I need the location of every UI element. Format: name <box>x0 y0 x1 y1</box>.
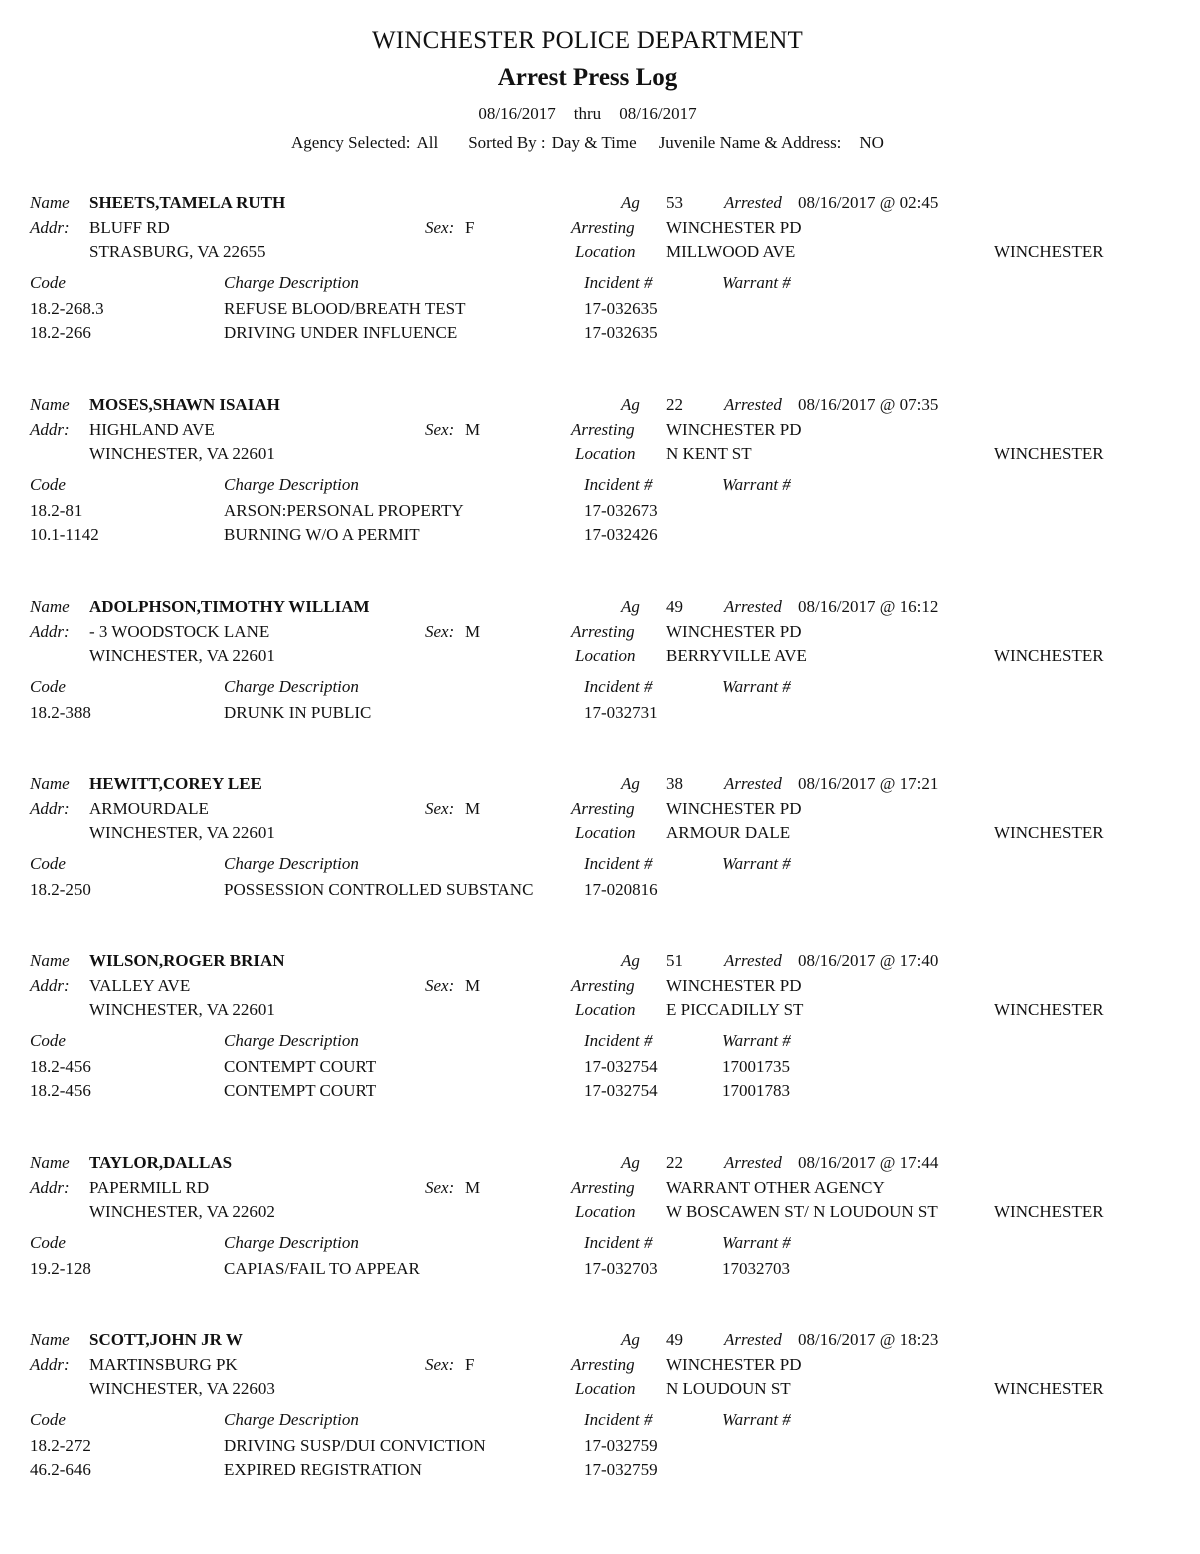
addr-label: Addr: <box>30 218 70 237</box>
sex-value: M <box>465 622 481 641</box>
location-value: BERRYVILLE AVE <box>666 646 807 665</box>
person-name: ADOLPHSON,TIMOTHY WILLIAM <box>89 597 370 616</box>
arrested-datetime: 08/16/2017 @ 17:21 <box>798 774 939 793</box>
person-name: MOSES,SHAWN ISAIAH <box>89 395 280 414</box>
sex-value: M <box>465 976 481 995</box>
charge-description: CONTEMPT COURT <box>224 1057 377 1076</box>
incident-number: 17-032635 <box>584 322 658 342</box>
age-value: 51 <box>666 951 683 970</box>
arresting-agency: WINCHESTER PD <box>666 218 802 237</box>
code-header: Code <box>30 1410 66 1429</box>
location-value: W BOSCAWEN ST/ N LOUDOUN ST <box>666 1202 938 1221</box>
location-value: E PICCADILLY ST <box>666 1000 804 1019</box>
address-line-1: ARMOURDALE <box>89 799 209 818</box>
warrant-number: 17032703 <box>722 1259 790 1278</box>
charge-code: 18.2-272 <box>30 1436 91 1455</box>
age-label: Ag <box>621 1330 640 1349</box>
charge-description-header: Charge Description <box>224 273 359 292</box>
location-value: N KENT ST <box>666 444 752 463</box>
agency-value: All <box>416 133 439 152</box>
sorted-value: Day & Time <box>551 133 637 152</box>
arrested-datetime: 08/16/2017 @ 07:35 <box>798 395 939 414</box>
sex-label: Sex: <box>425 799 455 818</box>
charge-description-header: Charge Description <box>224 475 359 494</box>
name-label: Name <box>30 774 70 793</box>
charge-description: BURNING W/O A PERMIT <box>224 524 420 544</box>
address-line-2: WINCHESTER, VA 22601 <box>89 1000 275 1019</box>
city-value: WINCHESTER <box>994 242 1104 261</box>
arrested-datetime: 08/16/2017 @ 18:23 <box>798 1330 939 1349</box>
incident-header: Incident # <box>584 677 653 696</box>
charge-description-header: Charge Description <box>224 1410 359 1429</box>
department-title: WINCHESTER POLICE DEPARTMENT <box>372 27 803 54</box>
charge-description: ARSON:PERSONAL PROPERTY <box>224 501 464 520</box>
charge-description-header: Charge Description <box>224 1031 359 1050</box>
sex-value: F <box>465 218 475 237</box>
charge-code: 18.2-266 <box>30 322 91 342</box>
arresting-label: Arresting <box>571 1178 635 1197</box>
date-from: 08/16/2017 <box>478 104 556 123</box>
location-label: Location <box>575 444 636 463</box>
incident-number: 17-020816 <box>584 880 658 899</box>
sex-value: F <box>465 1355 475 1374</box>
age-value: 38 <box>666 774 683 793</box>
charge-code: 18.2-456 <box>30 1057 91 1076</box>
location-label: Location <box>575 646 636 665</box>
arrested-label: Arrested <box>724 1330 782 1349</box>
juvenile-label: Juvenile Name & Address: <box>658 133 842 152</box>
incident-header: Incident # <box>584 854 653 873</box>
charge-code: 18.2-250 <box>30 880 91 899</box>
charge-description-header: Charge Description <box>224 677 359 696</box>
charge-description: CAPIAS/FAIL TO APPEAR <box>224 1259 420 1278</box>
location-value: N LOUDOUN ST <box>666 1379 791 1398</box>
arresting-agency: WINCHESTER PD <box>666 622 802 641</box>
location-label: Location <box>575 1000 636 1019</box>
arresting-label: Arresting <box>571 622 635 641</box>
incident-number: 17-032759 <box>584 1436 658 1455</box>
warrant-header: Warrant # <box>722 475 791 494</box>
charge-code: 18.2-268.3 <box>30 299 104 318</box>
sex-label: Sex: <box>425 1178 455 1197</box>
location-value: ARMOUR DALE <box>666 823 791 842</box>
charge-description-header: Charge Description <box>224 854 359 873</box>
city-value: WINCHESTER <box>994 1202 1104 1221</box>
warrant-header: Warrant # <box>722 273 791 292</box>
age-label: Ag <box>621 951 640 970</box>
address-line-1: HIGHLAND AVE <box>89 420 215 439</box>
name-label: Name <box>30 597 70 616</box>
age-label: Ag <box>621 395 640 414</box>
charge-description: DRUNK IN PUBLIC <box>224 703 372 722</box>
incident-header: Incident # <box>584 1410 653 1429</box>
charge-description: POSSESSION CONTROLLED SUBSTANC <box>224 880 534 899</box>
age-label: Ag <box>621 1153 640 1172</box>
address-line-2: STRASBURG, VA 22655 <box>89 242 266 261</box>
person-name: HEWITT,COREY LEE <box>89 774 262 793</box>
sex-label: Sex: <box>425 218 455 237</box>
warrant-number: 17001783 <box>722 1080 790 1100</box>
age-value: 53 <box>666 193 683 212</box>
date-thru: thru <box>573 104 602 123</box>
addr-label: Addr: <box>30 976 70 995</box>
address-line-2: WINCHESTER, VA 22603 <box>89 1379 275 1398</box>
location-label: Location <box>575 1379 636 1398</box>
sex-label: Sex: <box>425 622 455 641</box>
charge-code: 46.2-646 <box>30 1459 91 1479</box>
location-value: MILLWOOD AVE <box>666 242 796 261</box>
arrested-datetime: 08/16/2017 @ 17:44 <box>798 1153 939 1172</box>
report-title: Arrest Press Log <box>497 64 678 91</box>
address-line-1: BLUFF RD <box>89 218 170 237</box>
date-to: 08/16/2017 <box>619 104 697 123</box>
warrant-header: Warrant # <box>722 677 791 696</box>
incident-header: Incident # <box>584 1031 653 1050</box>
arresting-agency: WINCHESTER PD <box>666 799 802 818</box>
arrested-datetime: 08/16/2017 @ 17:40 <box>798 951 939 970</box>
incident-header: Incident # <box>584 273 653 292</box>
sex-label: Sex: <box>425 976 455 995</box>
warrant-header: Warrant # <box>722 854 791 873</box>
person-name: SCOTT,JOHN JR W <box>89 1330 243 1349</box>
code-header: Code <box>30 854 66 873</box>
city-value: WINCHESTER <box>994 444 1104 463</box>
incident-number: 17-032754 <box>584 1080 658 1100</box>
age-label: Ag <box>621 774 640 793</box>
person-name: SHEETS,TAMELA RUTH <box>89 193 286 212</box>
arresting-agency: WARRANT OTHER AGENCY <box>666 1178 885 1197</box>
arrested-label: Arrested <box>724 395 782 414</box>
arresting-agency: WINCHESTER PD <box>666 976 802 995</box>
charge-description-header: Charge Description <box>224 1233 359 1252</box>
agency-label: Agency Selected: <box>291 133 411 152</box>
address-line-2: WINCHESTER, VA 22601 <box>89 823 275 842</box>
location-label: Location <box>575 242 636 261</box>
charge-code: 18.2-81 <box>30 501 83 520</box>
juvenile-value: NO <box>859 133 884 152</box>
sex-value: M <box>465 420 481 439</box>
incident-number: 17-032426 <box>584 524 658 544</box>
person-name: WILSON,ROGER BRIAN <box>89 951 285 970</box>
incident-number: 17-032731 <box>584 703 658 722</box>
arrested-label: Arrested <box>724 951 782 970</box>
sex-value: M <box>465 1178 481 1197</box>
charge-code: 10.1-1142 <box>30 524 99 544</box>
charge-description: EXPIRED REGISTRATION <box>224 1459 422 1479</box>
location-label: Location <box>575 823 636 842</box>
address-line-2: WINCHESTER, VA 22601 <box>89 646 275 665</box>
incident-number: 17-032754 <box>584 1057 658 1076</box>
incident-number: 17-032759 <box>584 1459 658 1479</box>
code-header: Code <box>30 677 66 696</box>
incident-header: Incident # <box>584 475 653 494</box>
age-value: 22 <box>666 1153 683 1172</box>
incident-number: 17-032703 <box>584 1259 658 1278</box>
arresting-label: Arresting <box>571 420 635 439</box>
code-header: Code <box>30 1233 66 1252</box>
address-line-1: - 3 WOODSTOCK LANE <box>89 622 270 641</box>
code-header: Code <box>30 1031 66 1050</box>
arrested-datetime: 08/16/2017 @ 02:45 <box>798 193 939 212</box>
arrested-label: Arrested <box>724 1153 782 1172</box>
arresting-agency: WINCHESTER PD <box>666 420 802 439</box>
incident-header: Incident # <box>584 1233 653 1252</box>
city-value: WINCHESTER <box>994 1379 1104 1398</box>
incident-number: 17-032673 <box>584 501 658 520</box>
name-label: Name <box>30 951 70 970</box>
name-label: Name <box>30 1153 70 1172</box>
city-value: WINCHESTER <box>994 1000 1104 1019</box>
age-label: Ag <box>621 193 640 212</box>
city-value: WINCHESTER <box>994 823 1104 842</box>
arresting-agency: WINCHESTER PD <box>666 1355 802 1374</box>
warrant-header: Warrant # <box>722 1031 791 1050</box>
address-line-1: PAPERMILL RD <box>89 1178 210 1197</box>
address-line-2: WINCHESTER, VA 22602 <box>89 1202 275 1221</box>
addr-label: Addr: <box>30 622 70 641</box>
age-value: 49 <box>666 1330 683 1349</box>
arresting-label: Arresting <box>571 976 635 995</box>
name-label: Name <box>30 193 70 212</box>
warrant-header: Warrant # <box>722 1233 791 1252</box>
sex-label: Sex: <box>425 420 455 439</box>
age-value: 22 <box>666 395 683 414</box>
addr-label: Addr: <box>30 1355 70 1374</box>
charge-description: DRIVING UNDER INFLUENCE <box>224 322 458 342</box>
arresting-label: Arresting <box>571 218 635 237</box>
age-value: 49 <box>666 597 683 616</box>
code-header: Code <box>30 475 66 494</box>
warrant-number: 17001735 <box>722 1057 790 1076</box>
address-line-2: WINCHESTER, VA 22601 <box>89 444 275 463</box>
charge-code: 18.2-456 <box>30 1080 91 1100</box>
sorted-label: Sorted By : <box>468 133 546 152</box>
addr-label: Addr: <box>30 799 70 818</box>
charge-description: DRIVING SUSP/DUI CONVICTION <box>224 1436 486 1455</box>
code-header: Code <box>30 273 66 292</box>
sex-value: M <box>465 799 481 818</box>
arrested-label: Arrested <box>724 597 782 616</box>
person-name: TAYLOR,DALLAS <box>89 1153 233 1172</box>
warrant-header: Warrant # <box>722 1410 791 1429</box>
address-line-1: MARTINSBURG PK <box>89 1355 238 1374</box>
arresting-label: Arresting <box>571 1355 635 1374</box>
location-label: Location <box>575 1202 636 1221</box>
arrested-label: Arrested <box>724 774 782 793</box>
arresting-label: Arresting <box>571 799 635 818</box>
sex-label: Sex: <box>425 1355 455 1374</box>
city-value: WINCHESTER <box>994 646 1104 665</box>
charge-description: CONTEMPT COURT <box>224 1080 377 1100</box>
address-line-1: VALLEY AVE <box>89 976 191 995</box>
age-label: Ag <box>621 597 640 616</box>
arrested-datetime: 08/16/2017 @ 16:12 <box>798 597 939 616</box>
incident-number: 17-032635 <box>584 299 658 318</box>
name-label: Name <box>30 395 70 414</box>
addr-label: Addr: <box>30 1178 70 1197</box>
charge-code: 18.2-388 <box>30 703 91 722</box>
name-label: Name <box>30 1330 70 1349</box>
arrested-label: Arrested <box>724 193 782 212</box>
charge-code: 19.2-128 <box>30 1259 91 1278</box>
addr-label: Addr: <box>30 420 70 439</box>
charge-description: REFUSE BLOOD/BREATH TEST <box>224 299 466 318</box>
